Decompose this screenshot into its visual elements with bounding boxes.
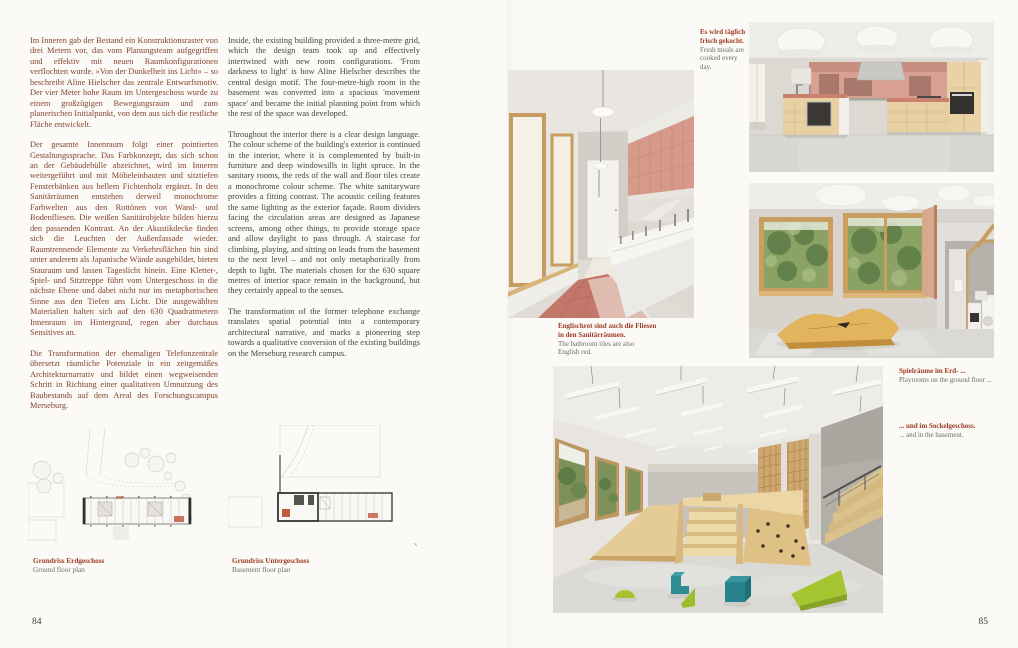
german-paragraph: Die Transformation der ehemaligen Telefonzentrale übersetzt räumliche Potenziale in ein zeitgemäßes Architekturnarrativ und bildet einen wegweisenden Schritt in Richtung einer qualitativen Umnutzung des Baubestands auf dem Areal des Forschungscampus Merseburg. [30,348,218,410]
bathroom-caption [558,322,656,357]
photo-bathroom [508,70,694,318]
bathroom-caption-english-line2: English red. [558,348,592,357]
kitchen-caption [700,28,746,72]
playroom-basement-caption-english: ... and in the basement. [899,430,964,439]
playroom-basement-caption [899,422,1011,440]
plan-caption-english: Basement floor plan [232,566,291,574]
english-paragraph: Inside, the existing building provided a three-metre grid, which the design team took up and effectively intertwined with new room configurations. 'From darkness to light' is how Aline Hielscher describes the central design motif. The four-metre-high room in the basement was converted into a spacious 'movement space' and became the initial planning point from which the rest of the space was developed. [228,36,420,119]
floorplan-ground-caption [33,557,104,575]
bathroom-caption-english-line1: The bathroom tiles are also [558,339,635,348]
floorplan-basement-drawing [228,425,422,552]
photo-kitchen [749,22,994,172]
playroom-ground-caption-german: Spielräume im Erd- ... [899,367,966,375]
english-paragraph: The transformation of the former telephone exchange translates spatial potential into a contemporary architectural narrative, and marks a pioneering step towards a qualitative conversion of the existing buildings on the Merseburg research campus. [228,306,420,358]
floorplan-ground-drawing [28,428,220,552]
bathroom-caption-german-line1: Englischrot sind auch die Fliesen [558,322,657,330]
plan-caption-german: Grundriss Untergeschoss [232,557,310,565]
playroom-ground-caption-english: Playrooms on the ground floor ... [899,375,992,384]
german-text-column [30,36,218,421]
english-text-column [228,36,420,369]
plan-caption-german: Grundriss Erdgeschoss [33,557,105,565]
kitchen-caption-english-line2: cooked every day. [700,54,738,72]
kitchen-caption-german-line1: Es wird täglich [700,28,746,36]
playroom-basement-caption-german: ... und im Sockelgeschoss. [899,422,976,430]
page-number-left: 84 [32,617,42,627]
photo-playroom-ground [749,183,994,358]
english-paragraph: Throughout the interior there is a clear design language. The colour scheme of the building's exterior is continued in the interior, where it is complemented by built-in furniture and deep windowsills in light spruce. In the sanitary rooms, the reds of the wall and floor tiles create a monochrome colour scheme. The white sanitaryware provides a fitting contrast. The acoustic ceiling features the same lighting as the exterior façade. Room dividers facing the circulation areas are designed as Japanese screens, among other things, to provide storage space and allow daylight to pass through. A staircase for climbing, playing, and sitting on leads from the basement to the next level – and not only metaphorically from depth to light. The materials chosen for the 630 square metres of interior space remain in the background, but they certainly appeal to the senses. [228,129,420,296]
german-paragraph: Im Inneren gab der Bestand ein Konstruktionsraster von drei Metern vor, das vom Planungsteam aufgegriffen und effektiv mit neuen Raumkonfigurationen verflochten wurde. »Von der Dunkelheit ins Licht« – so beschreibt Aline Hielscher das zentrale Entwurfsmotiv. Der vier Meter hohe Raum im Untergeschoss wurde zu einem großzügigen Bewegungsraum und zum planerischen Initialpunkt, von dem aus sich die restliche Fläche entwickelt. [30,36,218,129]
photo-playroom-basement [553,366,883,613]
kitchen-caption-german-line2: frisch gekocht. [700,36,744,45]
german-paragraph: Der gesamte Innenraum folgt einer pointierten Gestaltungssprache. Das Farbkonzept, das sich schon an der Gebäudehülle abzeichnet, wird im Inneren weitergeführt und mit Möbeleinbauten und sitztiefen Fensterbänken aus hellem Fichtenholz ergänzt. In den Sanitärräumen entstehen derweil monochrome Farbwelten aus den Rottönen von Wand- und Bodenfliesen. Die weißen Sanitärobjekte bilden hierzu den passenden Kontrast. An der Akustikdecke finden sich die Leuchten der Außenfassade wieder. Raumtrennende Elemente zu Verkehrsflächen hin sind unter anderem als Japanische Wände ausgebildet, bieten Stauraum und lassen Tageslicht hinein. Eine Kletter-, Spiel- und Sitztreppe führt vom Untergeschoss in die nächste Ebene und dabei nicht nur im metaphorischen Sinne aus den Tiefen ans Licht. Die ausgewählten Materialien halten sich auf den 630 Quadratmetern Innenraum im Hintergrund, regen aber durchaus Sensitives an. [30,140,218,338]
page-number-right: 85 [978,617,988,627]
bathroom-caption-german-line2: in den Sanitärräumen. [558,330,626,339]
kitchen-caption-english-line1: Fresh meals are [700,45,744,54]
playroom-ground-caption [899,367,1011,385]
floorplan-basement-caption [232,557,309,575]
plan-caption-english: Ground floor plan [33,566,85,574]
